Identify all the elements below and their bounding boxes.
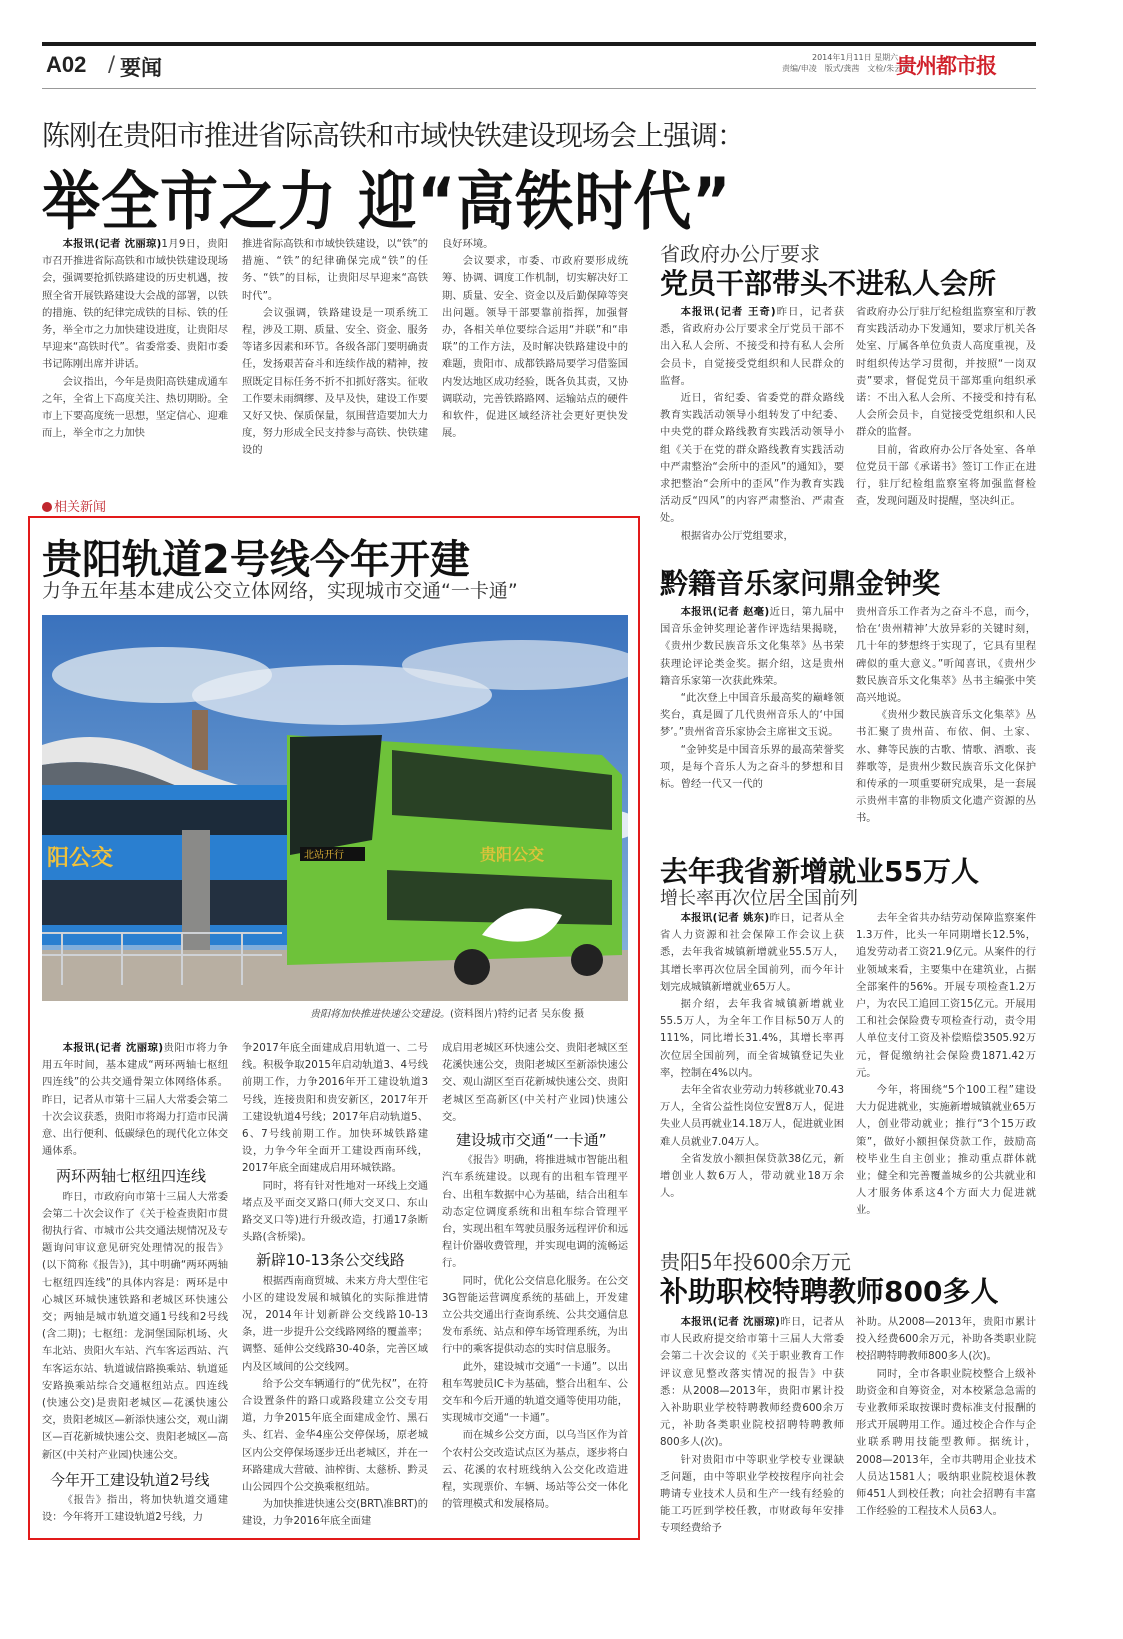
- newspaper-masthead: 贵州都市报: [896, 54, 996, 78]
- club-paragraph: 省政府办公厅驻厅纪检组监察室和厅教育实践活动办下发通知，要求厅机关各处室、厅属各单位负责人高度重视，及时组织传达学习贯彻，并按照“一岗双责”要求，督促党员干部郑重向组织承诺：不出入私人会所、不接受和持有私人会所会员卡，自觉接受党组织和人民群众的监督。: [856, 306, 1036, 439]
- music-paragraph: 《贵州少数民族音乐文化集萃》丛书汇聚了贵州苗、布依、侗、土家、水、彝等民族的古歌、情歌、酒歌、丧葬歌等，是贵州少数民族音乐文化保护和传承的一项重要研究成果，是一套展示贵州丰富的非物质文化遗产资源的丛书。: [856, 709, 1036, 825]
- rail-column-3: [442, 1040, 628, 1513]
- rail-headline: 贵阳轨道2号线今年开建: [42, 537, 470, 583]
- jobs-byline: 本报讯(记者 姚东): [680, 912, 770, 924]
- club-paragraph: 近日，省纪委、省委党的群众路线教育实践活动领导小组转发了中纪委、中央党的群众路线教育实践活动领导小组《关于在党的群众路线教育实践活动中严肃整治“会所中的歪风”的通知》，要求把整治“会所中的歪风”作为教育实践活动反“四风”的内容严肃整治、严肃查处。: [660, 392, 844, 525]
- lead-column-1: [42, 236, 228, 442]
- rail-subhead: 力争五年基本建成公交立体网络，实现城市交通“一卡通”: [42, 580, 518, 602]
- front-wheel: [454, 949, 490, 985]
- rail-paragraph: 贵阳市将力争用五年时间，基本建成“两环两轴七枢纽四连线”的公共交通骨架立体网络体系。昨日，记者从市第十三届人大常委会第二十次会议获悉，贵阳市将竭力打造市民满意、出行便利、低碳绿色的现代化立体交通体系。: [42, 1042, 228, 1158]
- rail-column-1: [42, 1040, 228, 1526]
- lead-paragraph: 会议要求，市委、市政府要形成统筹、协调、调度工作机制，切实解决好工期、质量、安全、资金以及后勤保障等突出问题。领导干部要靠前指挥，加强督办，各相关单位要综合运用“并联”和“串联”的工作方法，及时解决铁路建设中的难题，贵阳市、成都铁路局要学习借鉴国内发达地区成功经验，既各负其责，又协调联动，完善铁路路网、运输站点的硬件和软件，促进区域经济社会更好更快发展。: [442, 255, 628, 440]
- club-paragraph: 根据省办公厅党组要求，: [680, 529, 794, 542]
- music-byline: 本报讯(记者 赵毫): [680, 606, 770, 618]
- club-paragraph: 目前，省政府办公厅各处室、各单位党员干部《承诺书》签订工作正在进行，驻厅纪检组监察室将加强监督检查，发现问题及时提醒，坚决纠正。: [856, 443, 1036, 508]
- green-bus-windshield: [290, 735, 382, 855]
- jobs-paragraph: 全省发放小额担保贷款38亿元，新增创业人数6万人，带动就业18万余人。: [660, 1152, 844, 1200]
- lead-paragraph: 会议指出，今年是贵阳高铁建成通车之年，全省上下高度关注、热切期盼。全市上下要高度统一思想，坚定信心、迎难而上，举全市之力加快: [42, 375, 228, 440]
- rail-subheading: 新辟10-13条公交线路: [256, 1251, 405, 1270]
- jobs-paragraph: 去年全省共办结劳动保障监察案件1.3万件，比头一年同期增长12.5%，追发劳动者工资21.9亿元。从案件的行业领域来看，主要集中在建筑业，占据全部案件的56%。开展专项检查1.2万户，为农民工追回工资15亿元。开展用工和社会保险费专项检查行动，责令用人单位支付工资及补偿赔偿3505.92万元，督促缴纳社会保险费1871.42万元。: [856, 912, 1036, 1079]
- lead-headline: 举全市之力 迎“高铁时代”: [42, 164, 732, 240]
- photo-caption: [310, 1005, 584, 1020]
- teachers-column-2: [856, 1314, 1036, 1520]
- blue-bus-brand: 阳公交: [47, 846, 114, 871]
- lead-column-2: [242, 236, 428, 460]
- teachers-headline: 补助职校特聘教师800多人: [660, 1275, 999, 1308]
- rail-subheading: 建设城市交通“一卡通”: [456, 1131, 607, 1150]
- lead-column-3: [442, 236, 628, 442]
- page-number: A02: [46, 52, 87, 77]
- rail-paragraph: 昨日，市政府向市第十三届人大常委会第二十次会议作了《关于检查贵阳市贯彻执行省、市城市公共交通法规情况及专题询问审议意见研究处理情况的报告》(以下简称《报告》)，其中明确“两环两轴七枢纽四连线”的具体内容是：两环是中心城区环城快速铁路和老城区环快速公交；两轴是城市轨道交通1号线和2号线(含二期)；七枢纽：龙洞堡国际机场、火车北站、贵阳火车站、汽车客运西站、汽车客运东站、轨道诚信路换乘站、轨道延安路换乘站综合交通枢纽站点。四连线(快速公交)是贵阳老城区—花溪快速公交，贵阳老城区—新添快速公交，观山湖区—百花新城快速公交、贵阳老城区—高新区(中关村产业园)快速公交。: [42, 1190, 228, 1461]
- jobs-paragraph: 昨日，记者从全省人力资源和社会保障工作会议上获悉，去年我省城镇新增就业55.5万人，其增长率再次位居全国前列，而今年计划完成城镇新增就业65万人。: [660, 912, 844, 993]
- rail-paragraph: 成启用老城区环快速公交、贵阳老城区至花溪快速公交，贵阳老城区至新添快速公交、观山湖区至百花新城快速公交、贵阳老城区至高新区(中关村产业园)快速公交。: [442, 1042, 628, 1123]
- rail-paragraph: 根据西南商贸城、未来方舟大型住宅小区的建设发展和城镇化的实际推进情况，2014年计划新辟公交线路10-13条，进一步提升公交线路网络的覆盖率；调整、延伸公交线路30-40条，完善区域内及区域间的公交线网。: [242, 1274, 428, 1373]
- issue-date: 2014年1月11日 星期六: [812, 53, 899, 62]
- bullet-icon: [42, 502, 52, 512]
- club-byline: 本报讯(记者 王奇): [680, 306, 776, 318]
- teachers-byline: 本报讯(记者 沈丽琼): [680, 1316, 780, 1328]
- jobs-paragraph: 去年全省农业劳动力转移就业70.43万人，全省公益性岗位安置8万人，促进失业人员再就业14.18万人，促进就业困难人员就业7.04万人。: [660, 1084, 844, 1148]
- teachers-kicker: 贵阳5年投600余万元: [660, 1250, 851, 1274]
- caption-credit: (资料图片)特约记者 吴东俊 摄: [450, 1009, 585, 1020]
- music-paragraph: 贵州音乐工作者为之奋斗不息，而今，恰在‘贵州精神’大放异彩的关键时刻，几十年的梦想终于实现了，它具有里程碑似的重大意义。”听闻喜讯，《贵州少数民族音乐文化集萃》丛书主编张中笑高兴地说。: [856, 606, 1036, 705]
- teachers-paragraph: 同时，全市各职业院校整合上级补助资金和自筹资金，对本校紧急急需的专业教师采取按课时费标准支付报酬的形式开展聘用工作。通过校企合作与企业联系聘用技能型教师。据统计，2008—2013年，全市共聘用企业技术人员达1581人；吸纳职业院校退休教师451人到校任教；向社会招聘有丰富工作经验的工程技术人员63人。: [856, 1367, 1036, 1518]
- rail-paragraph: 此外，建设城市交通“一卡通”。以出租车驾驶员IC卡为基础，整合出租车、公交车和今后开通的轨道交通等使用功能，实现城市交通“一卡通”。: [442, 1360, 628, 1425]
- rail-paragraph: 为加快推进快速公交(BRT\准BRT)的建设，力争2016年底全面建: [242, 1498, 428, 1528]
- jobs-headline: 去年我省新增就业55万人: [660, 855, 979, 888]
- music-paragraph: “金钟奖是中国音乐界的最高荣誉奖项，是每个音乐人为之奋斗的梦想和目标。曾经一代又一代的: [660, 743, 844, 791]
- lead-paragraph: 推进省际高铁和市域快铁建设，以“铁”的措施、“铁”的纪律确保完成“铁”的任务、“铁”的目标，让贵阳尽早迎来“高铁时代”。: [242, 238, 428, 302]
- teachers-paragraph: 补助。从2008—2013年，贵阳市累计投入经费600余万元，补助各类职业院校招聘特聘教师800多人(次)。: [856, 1316, 1036, 1363]
- club-paragraph: 昨日，记者获悉，省政府办公厅要求全厅党员干部不出入私人会所、不接受和持有私人会所会员卡，自觉接受党组织和人民群众的监督。: [660, 306, 845, 387]
- related-news-text: 相关新闻: [54, 500, 107, 515]
- lead-paragraph: 1月9日，贵阳市召开推进省际高铁和市域快铁建设现场会，强调要抢抓铁路建设的历史机遇，按照全省开展铁路建设大会战的部署，以铁的措施、铁的纪律完成铁的目标、铁的任务，举全市之力加快建设进度，让贵阳尽早迎来“高铁时代”。省委常委、贵阳市委书记陈刚出席并讲话。: [42, 238, 229, 371]
- section-name: 要闻: [120, 56, 162, 80]
- blue-bus-lower-windows: [42, 880, 292, 925]
- lead-paragraph: 会议强调，铁路建设是一项系统工程，涉及工期、质量、安全、资金、服务等诸多因素和环节。各级各部门要明确责任，发扬艰苦奋斗和连续作战的精神，按照既定目标任务不折不扣抓好落实。征收工作要未雨绸缪、及早及快，建设工作要又好又快、保质保量，氛围营造要加大力度，努力形成全民支持参与高铁、快铁建设的: [242, 306, 428, 457]
- music-headline: 黔籍音乐家问鼎金钟奖: [660, 567, 941, 600]
- music-paragraph: “此次登上中国音乐最高奖的巅峰领奖台，真是圆了几代贵州音乐人的‘中国梦’。”贵州省音乐家协会主席崔文玉说。: [660, 692, 844, 739]
- jobs-column-2: [856, 910, 1036, 1220]
- header-divider: [42, 88, 1036, 89]
- music-column-1: [660, 604, 844, 793]
- editor-credits: 责编/申凌 版式/龚茜 文检/朱云霞: [782, 64, 911, 73]
- header-separator: /: [108, 52, 116, 76]
- club-kicker: 省政府办公厅要求: [660, 242, 820, 266]
- rail-paragraph: 同时，优化公交信息化服务。在公交3G智能运营调度系统的基础上，开发建立公共交通出行查询系统、公共交通信息发布系统、站点和停车场管理系统，为出行中的乘客提供动态的实时信息服务。: [442, 1274, 628, 1356]
- rail-byline: 本报讯(记者 沈丽琼): [62, 1042, 164, 1054]
- club-column-1: [660, 304, 844, 545]
- jobs-column-1: [660, 910, 844, 1202]
- caption-text: 贵阳将加快推进快速公交建设。: [310, 1009, 450, 1020]
- jobs-paragraph: 据介绍，去年我省城镇新增就业55.5万人，为全年工作目标50万人的111%，同比增长31.4%，其增长率再次位居全国前列，而全省城镇登记失业率，控制在4%以内。: [660, 998, 844, 1079]
- rail-paragraph: 给予公交车辆通行的“优先权”，在符合设置条件的路口或路段建立公交专用道，力争2015年底全面建成金竹、黑石头、红岩、金华4座公交停保场，原老城区内公交停保场逐步迁出老城区，并在一环路建成大营破、油榨街、太慈桥、黔灵山公园四个公交换乘枢纽站。: [242, 1377, 428, 1494]
- club-column-2: [856, 304, 1036, 510]
- jobs-subhead: 增长率再次位居全国前列: [660, 888, 858, 909]
- rail-paragraph: 而在城乡公交方面，以乌当区作为首个农村公交改造试点区为基点，逐步将白云、花溪的农村班线纳入公交化改造进程，实现票价、车辆、场站等公交一体化的管理模式和发展格局。: [442, 1429, 628, 1511]
- lead-byline: 本报讯(记者 沈丽琼): [62, 238, 162, 250]
- club-headline: 党员干部带头不进私人会所: [660, 267, 997, 300]
- music-column-2: [856, 604, 1036, 828]
- teachers-column-1: [660, 1314, 844, 1538]
- green-bus-brand: 贵阳公交: [480, 845, 545, 864]
- teachers-paragraph: 针对贵阳市中等职业学校专业课缺乏问题，由中等职业学校按程序向社会聘请专业技术人员和生产一线有经验的能工巧匠到学校任教，市财政每年安排专项经费给予: [660, 1453, 844, 1535]
- lead-paragraph: 良好环境。: [442, 238, 494, 250]
- music-paragraph: 近日，第九届中国音乐金钟奖理论著作评选结果揭晓，《贵州少数民族音乐文化集萃》丛书荣获理论评论类金奖。据介绍，这是贵州籍音乐家第一次获此殊荣。: [660, 606, 844, 687]
- rail-column-2: [242, 1040, 428, 1531]
- rail-paragraph: 同时，将有针对性地对一环线上交通堵点及平面交叉路口(师大交叉口、东山路交叉口等)进行升级改造，打通17条断头路(含桥梁)。: [242, 1179, 428, 1244]
- blue-bus-windows: [42, 800, 292, 835]
- rail-paragraph: 争2017年底全面建成启用轨道一、二号线。积极争取2015年启动轨道3、4号线前期工作，力争2016年开工建设轨道3号线，连接贵阳和贵安新区，2017年开工建设轨道4号线；2017年启动轨道5、6、7号线前期工作。加快环城铁路建设，力争今年全面开工建设西南环线，2017年底全面建成启用环城铁路。: [242, 1042, 428, 1175]
- rail-paragraph: 《报告》指出，将加快轨道交通建设：今年将开工建设轨道2号线，力: [42, 1494, 228, 1524]
- rail-paragraph: 《报告》明确，将推进城市智能出租汽车系统建设。以现有的出租车管理平台、出租车数据中心为基础，结合出租车动态定位调度系统和出租车综合管理平台，实现出租车驾驶员服务远程评价和远程计价器收费管理，并实现电调的流畅运行。: [442, 1154, 628, 1270]
- bus-photo-illustration: [42, 615, 628, 1001]
- top-rule: [42, 42, 1036, 46]
- teachers-paragraph: 昨日，记者从市人民政府提交给市第十三届人大常委会第二十次会议的《关于职业教育工作评议意见整改落实情况的报告》中获悉：从2008—2013年，贵阳市累计投入补助职业学校特聘教师经费600余万元，补助各类职业院校招聘特聘教师800多人(次)。: [660, 1316, 844, 1449]
- bus-photo: [42, 615, 628, 1001]
- rail-subheading: 今年开工建设轨道2号线: [50, 1470, 210, 1489]
- related-news-label: [42, 496, 106, 515]
- jobs-paragraph: 今年，将围绕“5个100工程”建设大力促进就业，实施新增城镇就业65万人，创业带动就业；推行“3个15万政策”，做好小额担保贷款工作，鼓励高校毕业生自主创业；推动重点群体就业；健全和完善覆盖城乡的公共就业和人才服务体系这4个方面大力促进就业。: [856, 1084, 1036, 1217]
- rail-subheading: 两环两轴七枢纽四连线: [56, 1167, 207, 1186]
- rear-wheel: [571, 944, 603, 976]
- chimney: [192, 710, 208, 770]
- destination-text: 北站开行: [304, 850, 344, 861]
- lead-kicker: 陈刚在贵阳市推进省际高铁和市域快铁建设现场会上强调：: [42, 119, 745, 152]
